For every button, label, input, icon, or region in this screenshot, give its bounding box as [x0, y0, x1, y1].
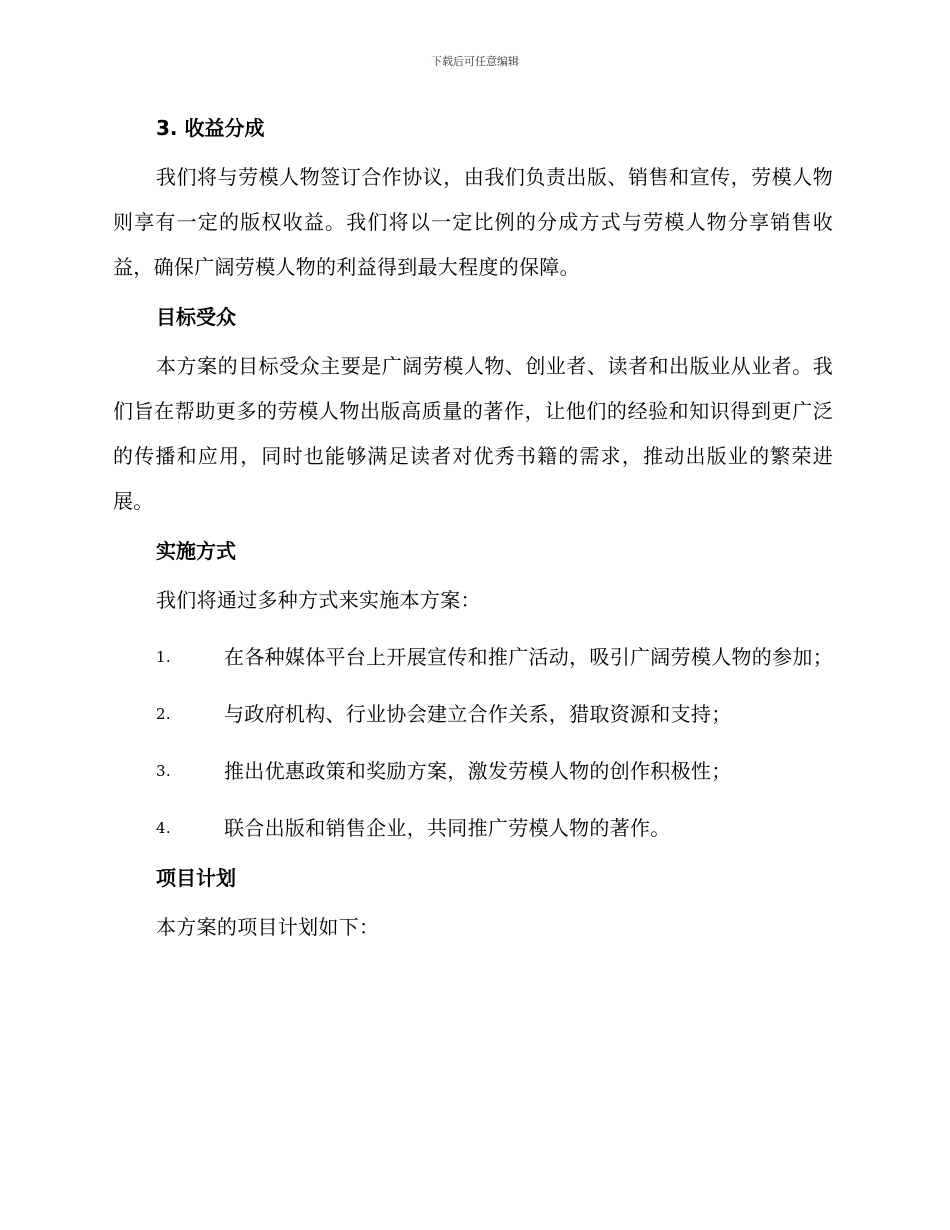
list-number: 1. — [156, 648, 171, 666]
list-item — [113, 749, 833, 794]
list-item-text: 联合出版和销售企业，共同推广劳模人物的著作。 — [224, 816, 671, 840]
list-number: 3. — [156, 762, 171, 780]
list-item — [113, 635, 833, 680]
section-heading-plan: 项目计划 — [156, 866, 236, 890]
section-heading-revenue: 3. 收益分成 — [156, 116, 265, 140]
list-number: 4. — [156, 819, 171, 837]
list-item-text: 与政府机构、行业协会建立合作关系，猎取资源和支持； — [224, 702, 732, 726]
section-heading-implementation: 实施方式 — [156, 539, 236, 563]
list-number: 2. — [156, 705, 171, 723]
paragraph-audience: 本方案的目标受众主要是广阔劳模人物、创业者、读者和出版业从业者。我们旨在帮助更多的劳模人物出版高质量的著作，让他们的经验和知识得到更广泛的传播和应用，同时也能够满足读者对优秀书籍的需求，推动出版业的繁荣进展。 — [113, 354, 833, 513]
paragraph-revenue: 我们将与劳模人物签订合作协议，由我们负责出版、销售和宣传，劳模人物则享有一定的版权收益。我们将以一定比例的分成方式与劳模人物分享销售收益，确保广阔劳模人物的利益得到最大程度的保障。 — [113, 165, 833, 279]
paragraph-implementation-intro: 我们将通过多种方式来实施本方案： — [156, 588, 481, 612]
section-heading-audience: 目标受众 — [156, 305, 236, 329]
list-item-text: 在各种媒体平台上开展宣传和推广活动，吸引广阔劳模人物的参加； — [224, 645, 833, 669]
list-item — [113, 806, 833, 851]
page-header: 下载后可任意编辑 — [431, 55, 519, 68]
list-item — [113, 692, 833, 737]
list-item-text: 推出优惠政策和奖励方案，激发劳模人物的创作积极性； — [224, 759, 732, 783]
paragraph-plan-intro: 本方案的项目计划如下： — [156, 915, 380, 939]
document-body — [113, 112, 833, 950]
